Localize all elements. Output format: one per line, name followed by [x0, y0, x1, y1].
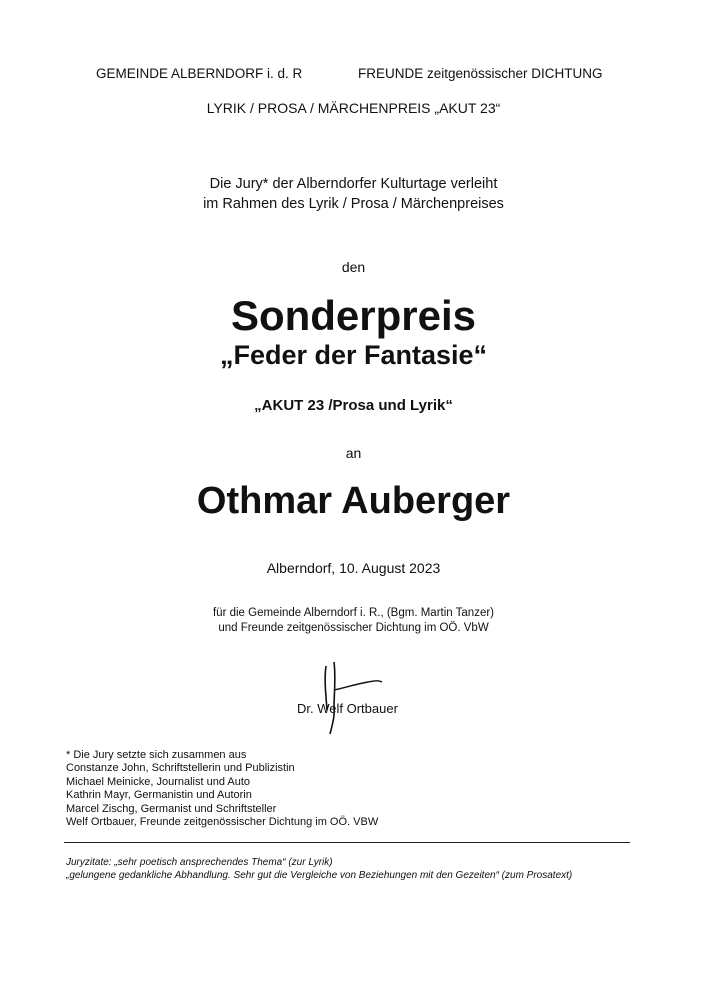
intro-line-1: Die Jury* der Alberndorfer Kulturtage verleiht	[209, 176, 498, 192]
jury-member: Michael Meinicke, Journalist und Auto	[66, 775, 251, 788]
an-text: an	[345, 445, 362, 461]
jury-intro: * Die Jury setzte sich zusammen aus	[66, 749, 247, 761]
award-subtitle: „Feder der Fantasie“	[219, 340, 488, 370]
place-date: Alberndorf, 10. August 2023	[266, 560, 441, 576]
jury-member: Constanze John, Schriftstellerin und Publizistin	[66, 762, 295, 775]
jury-list	[66, 749, 378, 829]
jury-member: Kathrin Mayr, Germanistin und Autorin	[66, 789, 252, 802]
issuer-line-1: für die Gemeinde Alberndorf i. R., (Bgm. Martin Tanzer)	[212, 607, 494, 619]
quote-line-2: „gelungene gedankliche Abhandlung. Sehr gut die Vergleiche von Beziehungen mit den Gezeiten“ (zum Prosatext)	[66, 870, 573, 881]
signatory-name: Dr. Welf Ortbauer	[297, 701, 398, 716]
award-title: Sonderpreis	[230, 292, 477, 339]
signature-icon	[318, 660, 388, 740]
header-right: FREUNDE zeitgenössischer DICHTUNG	[358, 66, 603, 81]
quote-line-1: Juryzitate: „sehr poetisch ansprechendes Thema“ (zur Lyrik)	[66, 857, 333, 868]
jury-quotes	[66, 856, 572, 882]
prize-subtitle: LYRIK / PROSA / MÄRCHENPREIS „AKUT 23“	[206, 100, 501, 116]
intro-text	[0, 174, 707, 214]
issuer-text	[0, 606, 707, 636]
jury-member: Welf Ortbauer, Freunde zeitgenössischer Dichtung im OÖ. VBW	[66, 816, 379, 829]
den-text: den	[341, 259, 366, 275]
recipient-name: Othmar Auberger	[196, 480, 511, 522]
intro-line-2: im Rahmen des Lyrik / Prosa / Märchenpreises	[203, 196, 504, 212]
award-category: „AKUT 23 /Prosa und Lyrik“	[254, 397, 453, 414]
issuer-line-2: und Freunde zeitgenössischer Dichtung im OÖ. VbW	[218, 622, 489, 634]
header-left: GEMEINDE ALBERNDORF i. d. R	[96, 66, 303, 81]
jury-member: Marcel Zischg, Germanist und Schriftsteller	[66, 802, 277, 815]
divider	[64, 842, 630, 843]
